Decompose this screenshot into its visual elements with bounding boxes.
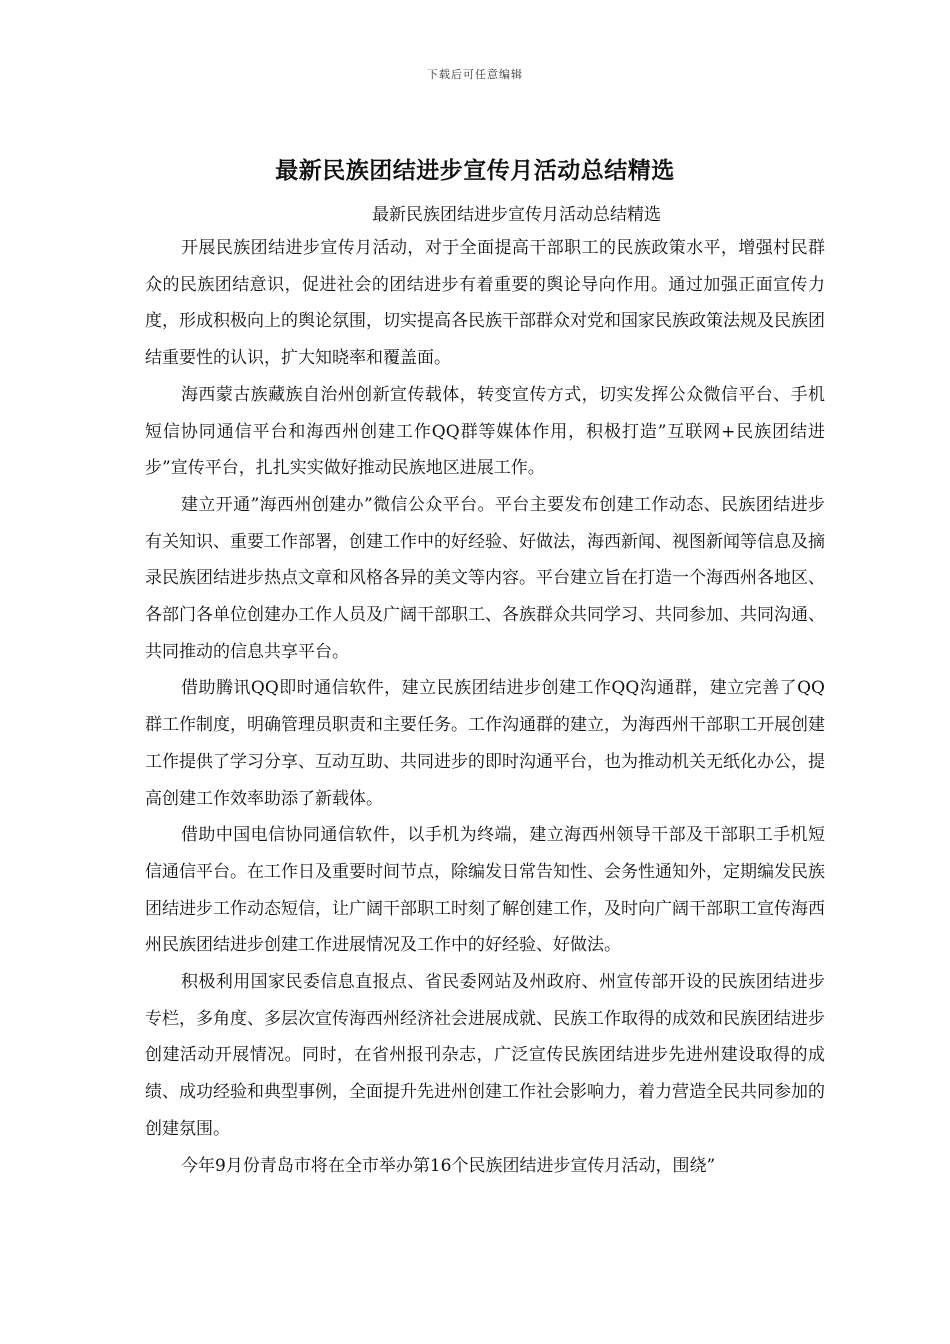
paragraph-sms-platform: 借助中国电信协同通信软件，以手机为终端，建立海西州领导干部及干部职工手机短信通信平台。在工作日及重要时间节点，除编发日常告知性、会务性通知外，定期编发民族团结进步工作动态短信，让广阔干部职工时刻了解创建工作，及时向广阔干部职工宣传海西州民族团结进步创建工作进展情况及工作中的好经验、好做法。 <box>145 825 825 956</box>
paragraph-qq-group: 借助腾讯QQ即时通信软件，建立民族团结进步创建工作QQ沟通群，建立完善了QQ群工作制度，明确管理员职责和主要任务。工作沟通群的建立，为海西州干部职工开展创建工作提供了学习分享、互动互助、共同进步的即时沟通平台，也为推动机关无纸化办公，提高创建工作效率助添了新载体。 <box>145 678 825 809</box>
document-body <box>145 230 825 1184</box>
paragraph-media-platforms: 海西蒙古族藏族自治州创新宣传载体，转变宣传方式，切实发挥公众微信平台、手机短信协同通信平台和海西州创建工作QQ群等媒体作用，积极打造”互联网+民族团结进步”宣传平台，扎扎实实做好推动民族地区进展工作。 <box>145 384 825 479</box>
document-subtitle: 最新民族团结进步宣传月活动总结精选 <box>372 205 661 225</box>
document-title: 最新民族团结进步宣传月活动总结精选 <box>275 158 675 184</box>
header-note: 下载后可任意编辑 <box>427 68 523 81</box>
paragraph-websites-press: 积极利用国家民委信息直报点、省民委网站及州政府、州宣传部开设的民族团结进步专栏，多角度、多层次宣传海西州经济社会进展成就、民族工作取得的成效和民族团结进步创建活动开展情况。同时，在省州报刊杂志，广泛宣传民族团结进步先进州建设取得的成绩、成功经验和典型事例，全面提升先进州创建工作社会影响力，着力营造全民共同参加的创建氛围。 <box>145 972 825 1139</box>
paragraph-qingdao-event: 今年9月份青岛市将在全市举办第16个民族团结进步宣传月活动，围绕” <box>181 1155 716 1176</box>
paragraph-intro: 开展民族团结进步宣传月活动，对于全面提高干部职工的民族政策水平，增强村民群众的民族团结意识，促进社会的团结进步有着重要的舆论导向作用。通过加强正面宣传力度，形成积极向上的舆论氛围，切实提高各民族干部群众对党和国家民族政策法规及民族团结重要性的认识，扩大知晓率和覆盖面。 <box>145 238 825 369</box>
paragraph-wechat-platform: 建立开通”海西州创建办”微信公众平台。平台主要发布创建工作动态、民族团结进步有关知识、重要工作部署，创建工作中的好经验、好做法，海西新闻、视图新闻等信息及摘录民族团结进步热点文章和风格各异的美文等内容。平台建立旨在打造一个海西州各地区、各部门各单位创建办工作人员及广阔干部职工、各族群众共同学习、共同参加、共同沟通、共同推动的信息共享平台。 <box>145 494 825 662</box>
